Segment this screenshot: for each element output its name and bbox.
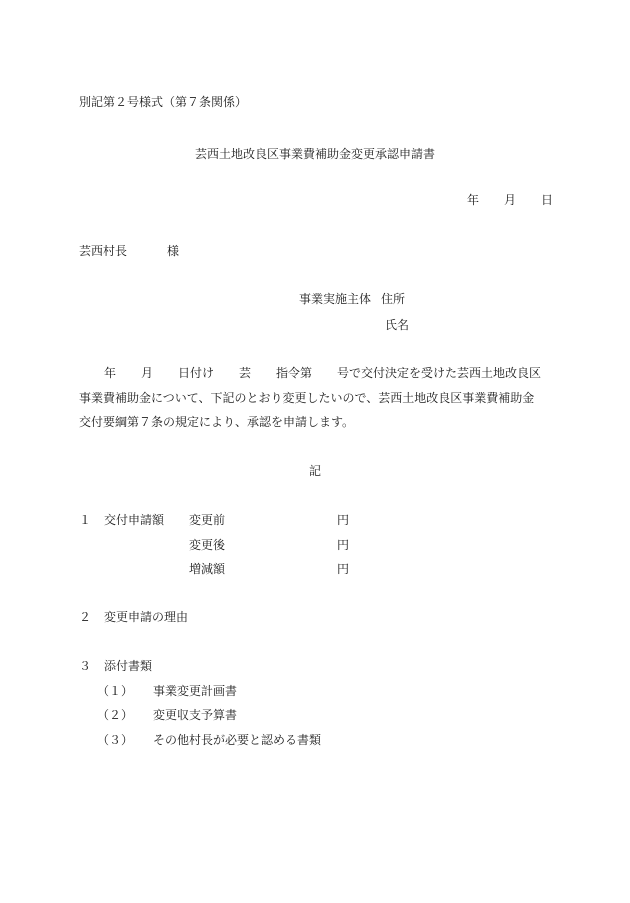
- section-2-number: ２: [79, 610, 92, 624]
- date-day: 日: [541, 193, 554, 207]
- body-line-2: 事業費補助金について、下記のとおり変更したいので、芸西土地改良区事業費補助金: [79, 391, 535, 405]
- body-day-label: 日付け: [178, 366, 215, 380]
- attachment-item: [97, 708, 237, 722]
- row-after-label: 変更後: [189, 538, 226, 552]
- section-2-label: 変更申請の理由: [104, 610, 189, 624]
- section-1-label: 交付申請額: [104, 513, 165, 527]
- body-line1-rest: 号で交付決定を受けた芸西土地改良区: [337, 366, 542, 380]
- body-month: 月: [141, 366, 154, 380]
- applicant-label: 事業実施主体: [299, 292, 372, 306]
- document-title: 芸西土地改良区事業費補助金変更承認申請書: [194, 147, 435, 161]
- section-3-number: ３: [79, 659, 92, 673]
- attachment-item: [97, 733, 321, 747]
- address-label: 住所: [381, 292, 406, 306]
- body-line-3: 交付要綱第７条の規定により、承認を申請します。: [79, 415, 355, 429]
- attachment-item-number: （３）: [97, 733, 134, 747]
- row-before-label: 変更前: [189, 513, 226, 527]
- row-before-unit: 円: [337, 513, 350, 527]
- row-diff-unit: 円: [337, 562, 350, 576]
- attachment-item-text: 事業変更計画書: [153, 684, 238, 698]
- addressee-name: 芸西村長: [79, 244, 128, 258]
- body-order-no: 指令第: [276, 366, 313, 380]
- body-gei: 芸: [239, 366, 252, 380]
- ki-heading: 記: [308, 464, 321, 478]
- name-label: 氏名: [385, 318, 410, 332]
- section-3-label: 添付書類: [104, 659, 153, 673]
- body-year: 年: [104, 366, 117, 380]
- row-after-unit: 円: [337, 538, 350, 552]
- attachment-item-text: その他村長が必要と認める書類: [153, 733, 322, 747]
- row-diff-label: 増減額: [189, 562, 226, 576]
- attachment-item-number: （２）: [97, 708, 134, 722]
- form-label: 別記第２号様式（第７条関係）: [79, 95, 248, 109]
- applicant-block: [299, 292, 405, 306]
- attachment-item: [97, 684, 237, 698]
- date-year: 年: [467, 193, 480, 207]
- addressee: [79, 244, 179, 258]
- date-month: 月: [504, 193, 517, 207]
- attachment-item-text: 変更収支予算書: [153, 708, 238, 722]
- section-1-number: １: [79, 513, 92, 527]
- addressee-honorific: 様: [167, 244, 180, 258]
- attachment-item-number: （１）: [97, 684, 134, 698]
